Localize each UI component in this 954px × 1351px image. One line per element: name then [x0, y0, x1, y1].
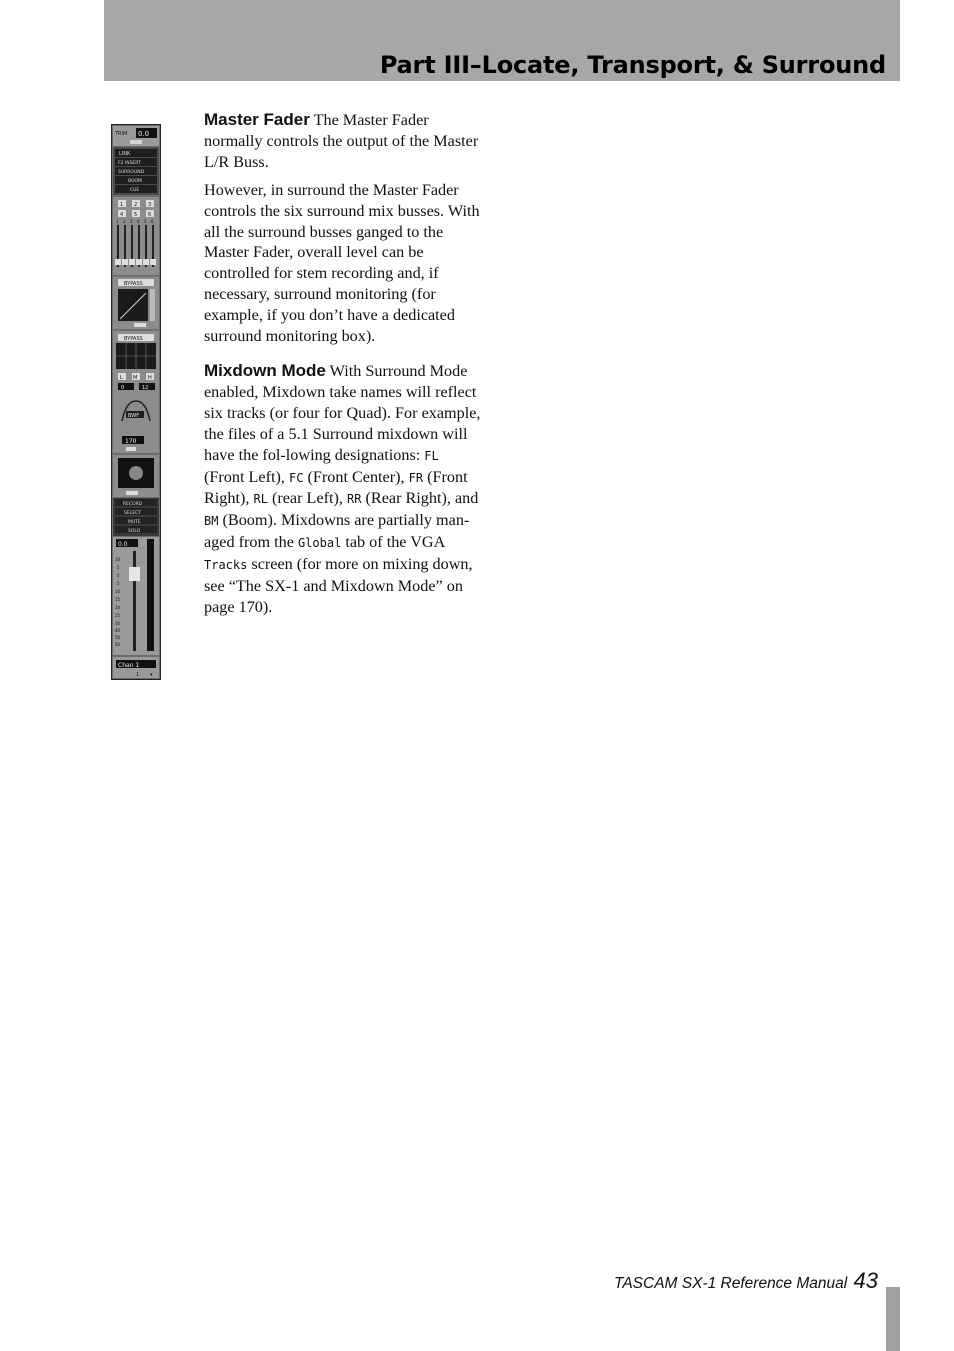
dynamics-slider[interactable]	[150, 289, 155, 321]
eq-high-label: H	[148, 375, 152, 381]
eq-freq-value: 170	[125, 438, 137, 445]
fader-scale-1: 10	[115, 557, 121, 562]
mute-label: MUTE	[128, 520, 141, 525]
code-fr: FR	[408, 470, 424, 485]
bus-label-4: 4	[120, 212, 124, 218]
surround-paragraph: However, in surround the Master Fader controls the six surround mix busses. With all the surround busses ganged to the Master Fader, overall level can be controlled for stem recording and, if necessary, surround monitoring (for example, if you don’t have a dedicated surround monitoring box).	[204, 180, 480, 346]
eq-low-label: L	[120, 375, 123, 381]
master-fader-paragraph	[204, 110, 482, 173]
master-fader-text: The Master Fader normally controls the output of the Master L/R Buss.	[204, 111, 479, 171]
mixdown-paragraph	[204, 361, 482, 618]
fader-scale-10: 40	[115, 628, 121, 633]
fader-scale-4: 5	[117, 581, 120, 586]
mixdown-text-9: screen (for more on mixing down, see “The SX-1 and Mixdown Mode” on page 170).	[204, 555, 473, 616]
mixdown-heading: Mixdown Mode	[204, 360, 326, 380]
level-meter	[147, 539, 154, 651]
fader-value: 0.0	[118, 541, 128, 548]
fader-scale-2: 5	[117, 565, 120, 570]
mixdown-text-1: With Surround Mode enabled, Mixdown take names will reflect six tracks (or four for Quad). For example, the files of a 5.1 Surround mixdown will have the fol-lowing designations:	[204, 361, 481, 464]
mixdown-text-3: (Front Center),	[303, 467, 409, 486]
bus-tick-6: 6	[151, 219, 154, 224]
code-fc: FC	[288, 470, 304, 485]
bus-label-6: 6	[148, 212, 152, 218]
fader-scale-6: 15	[115, 597, 121, 602]
master-fader-heading: Master Fader	[204, 110, 310, 129]
link-label: LINK	[119, 151, 131, 157]
fader-scale-7: 20	[115, 605, 121, 610]
code-rr: RR	[347, 492, 362, 507]
bus-label-5: 5	[134, 212, 138, 218]
code-bm: BM	[204, 514, 219, 529]
trim-value: 0.0	[138, 130, 150, 138]
fader-scale-11: 50	[115, 635, 121, 640]
bus-tick-5: 5	[144, 219, 147, 224]
code-tracks: Tracks	[204, 558, 248, 573]
thumb-tab	[886, 1287, 900, 1351]
fader-scale-9: 30	[115, 621, 121, 626]
surround-label: SURROUND	[118, 170, 145, 175]
bus-label-3: 3	[148, 202, 152, 208]
eq-mid-label: M	[133, 375, 138, 381]
fader-scale-3: 0	[117, 573, 120, 578]
header-band	[104, 0, 900, 81]
article-column	[204, 110, 482, 625]
eq-type-label: BWF	[128, 413, 140, 419]
fader-scale-8: 25	[115, 613, 121, 618]
insert-label: F2 INSERT	[118, 161, 141, 166]
bus-tick-2: 2	[123, 219, 126, 224]
mixdown-text-2: (Front Left),	[204, 467, 289, 486]
eq-value-1: 0	[121, 385, 125, 391]
eq-freq-knob[interactable]	[126, 447, 136, 451]
page-number: 43	[853, 1268, 878, 1293]
bus-tick-3: 3	[130, 219, 133, 224]
pan-knob[interactable]	[126, 491, 138, 495]
fader-scale-12: 60	[115, 642, 121, 647]
mixdown-text-4: (Front Right),	[204, 467, 468, 508]
mixdown-text-7: (Boom). Mixdowns are partially man-aged from the	[204, 511, 470, 552]
select-label: SELECT	[124, 511, 141, 516]
bus-tick-1: 1	[116, 219, 119, 224]
bus-label-1: 1	[120, 202, 124, 208]
page-title: Part III–Locate, Transport, & Surround	[379, 51, 886, 79]
channel-strip-image	[111, 124, 161, 680]
mixdown-text-6: (Rear Right), and	[361, 489, 479, 508]
eq-value-2: 12	[142, 385, 149, 391]
mixdown-text-5: (rear Left),	[267, 489, 348, 508]
bypass-label-2: BYPASS	[124, 336, 143, 342]
cue-label: CUE	[130, 188, 140, 193]
code-global: Global	[297, 536, 342, 551]
dynamics-knob[interactable]	[134, 323, 146, 327]
mixdown-text-8: tab of the VGA	[341, 533, 445, 552]
channel-number: 1	[136, 672, 140, 678]
solo-label: SOLO	[128, 529, 141, 534]
chevron-down-icon[interactable]: ▾	[150, 672, 153, 678]
main-fader-cap[interactable]	[129, 567, 140, 581]
bus-label-2: 2	[134, 202, 138, 208]
code-fl: FL	[424, 448, 439, 463]
record-label: RECORD	[123, 502, 143, 507]
trim-label: TRIM	[115, 131, 128, 137]
bypass-label-1: BYPASS	[124, 281, 143, 287]
bus-tick-4: 4	[137, 219, 140, 224]
code-rl: RL	[253, 492, 268, 507]
fader-scale-5: 10	[115, 589, 121, 594]
manual-title: TASCAM SX-1 Reference Manual	[614, 1275, 848, 1292]
page-footer	[614, 1268, 878, 1294]
boom-label: BOOM	[128, 179, 142, 184]
trim-knob[interactable]	[130, 140, 142, 144]
channel-name: Chan 1	[118, 662, 140, 669]
